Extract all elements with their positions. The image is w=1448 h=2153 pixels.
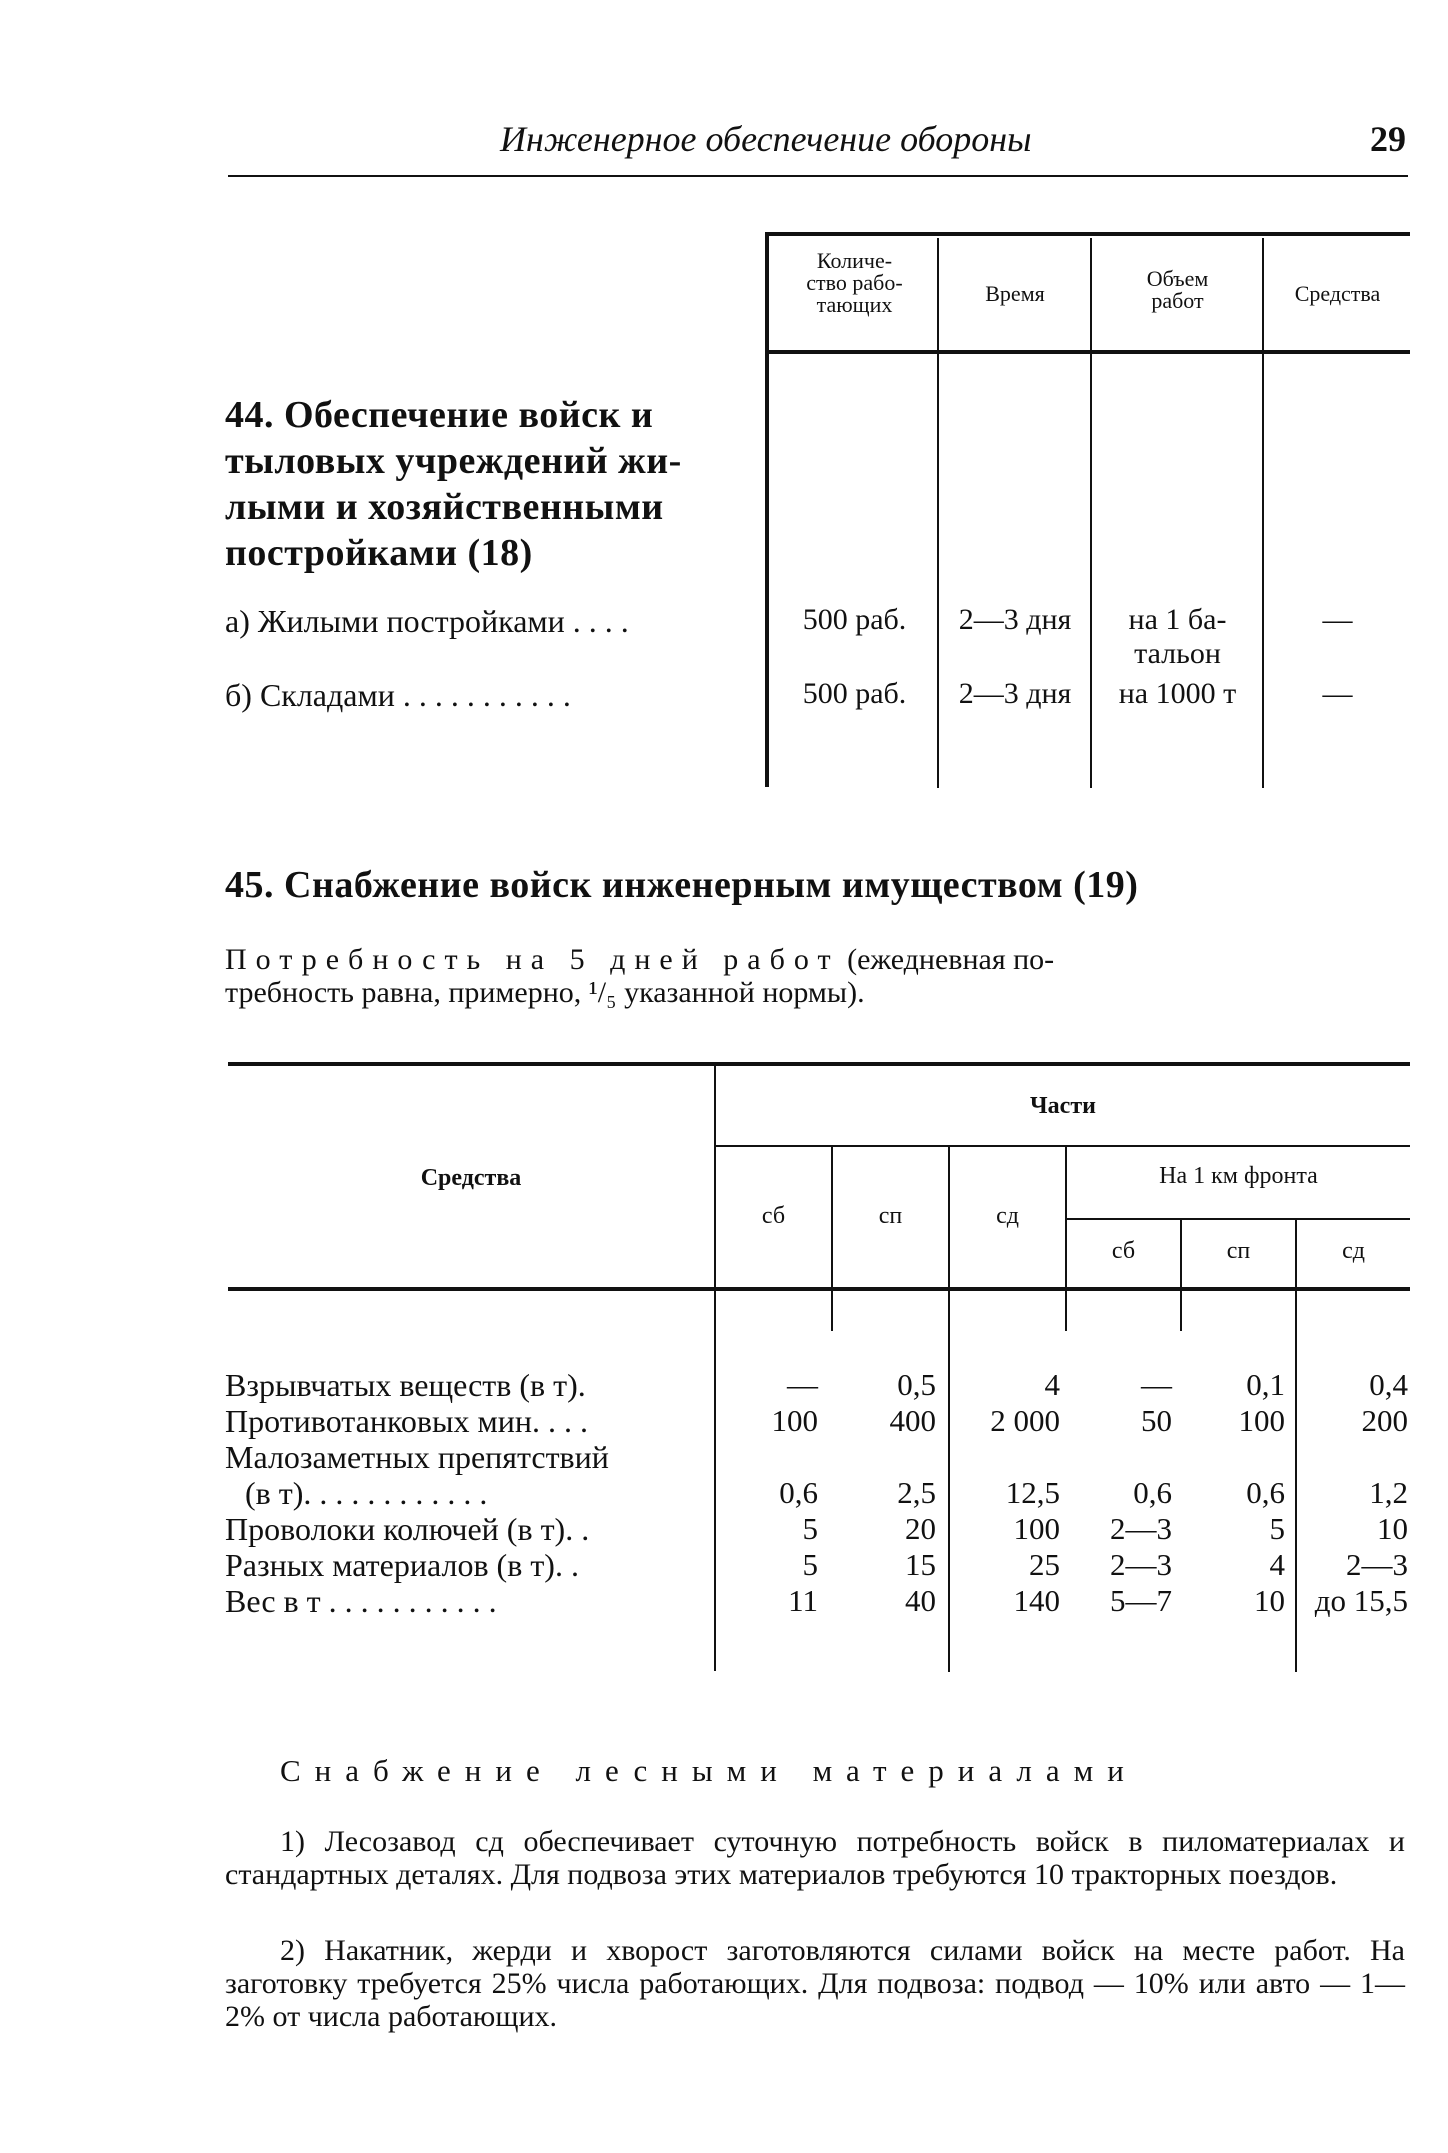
table-cell: 100 <box>1238 1403 1285 1438</box>
table-cell: 100 <box>1013 1511 1060 1546</box>
table-cell: 5 <box>1269 1511 1285 1546</box>
table-cell: 0,1 <box>1246 1367 1285 1402</box>
table-cell: 1,2 <box>1369 1475 1408 1510</box>
table-cell: — <box>1322 603 1353 636</box>
section-45-intro: Потребность на 5 дней работ (ежедневная по- требность равна, примерно, ¹/₅ указанной нормы). <box>225 943 1055 1009</box>
table-cell: до 15,5 <box>1314 1583 1408 1618</box>
forest-section-title: Снабжение лесными материалами <box>280 1753 1138 1788</box>
section-44-title: 44. Обеспечение войск и тыловых учреждений жи- лыми и хозяйственными постройками (18) <box>225 394 682 574</box>
table-cell: 4 <box>1269 1547 1285 1582</box>
table-cell: 2—3 дня <box>958 677 1072 710</box>
table-cell: 40 <box>905 1583 936 1618</box>
section-45-title: 45. Снабжение войск инженерным имуществом (19) <box>225 864 1139 906</box>
table-cell: 5 <box>802 1547 818 1582</box>
col-header-km-sb: сб <box>1111 1238 1136 1264</box>
table-cell: 2 000 <box>990 1403 1060 1438</box>
col-header-parts: Части <box>1030 1093 1096 1119</box>
table-cell: 2—3 <box>1110 1547 1172 1582</box>
table-row-label: (в т). . . . . . . . . . . . <box>245 1475 488 1511</box>
table-cell: 12,5 <box>1005 1475 1060 1510</box>
col-header-sd: сд <box>996 1203 1019 1229</box>
table-cell: 2—3 <box>1110 1511 1172 1546</box>
col-header-sb: сб <box>761 1203 786 1229</box>
table-cell: 4 <box>1044 1367 1060 1402</box>
header-rule <box>228 175 1408 177</box>
table-cell: — <box>1322 677 1353 710</box>
col-header-means: Средства <box>420 1165 522 1191</box>
table-cell: — <box>1141 1367 1172 1402</box>
col-header-km-sp: сп <box>1226 1238 1251 1264</box>
table-cell: 2—3 <box>1346 1547 1408 1582</box>
table-cell: 500 раб. <box>802 603 907 636</box>
table-row-label: Взрывчатых веществ (в т). <box>225 1367 586 1403</box>
table-cell: 25 <box>1029 1547 1060 1582</box>
table-cell: 140 <box>1013 1583 1060 1618</box>
page-number: 29 <box>1370 119 1406 159</box>
table-cell: 2,5 <box>897 1475 936 1510</box>
table-cell: 20 <box>905 1511 936 1546</box>
table-cell: 10 <box>1254 1583 1285 1618</box>
col-header-time: Время <box>985 281 1045 306</box>
col-header-volume: Объем работ <box>1146 266 1209 313</box>
table-row-label: Разных материалов (в т). . <box>225 1547 579 1583</box>
table-cell: 0,5 <box>897 1367 936 1402</box>
table-row-label: Малозаметных препятствий <box>225 1439 609 1475</box>
table-cell: 0,6 <box>1246 1475 1285 1510</box>
table-row: б) Складами . . . . . . . . . . . <box>225 677 571 713</box>
table-cell: 10 <box>1377 1511 1408 1546</box>
table-cell: 5—7 <box>1110 1583 1172 1618</box>
table-cell: 400 <box>889 1403 936 1438</box>
table-cell: 0,6 <box>779 1475 818 1510</box>
col-header-km-sd: сд <box>1342 1238 1365 1264</box>
forest-paragraph-2: 2) Накатник, жерди и хворост заготовляются силами войск на месте работ. На заготовку требуется 25% числа работающих. Для подвоза: подвод — 10% или авто — 1—2% от числа работающих. <box>225 1934 1405 2033</box>
table-cell: 15 <box>905 1547 936 1582</box>
table-cell: 50 <box>1141 1403 1172 1438</box>
col-header-workers: Количе- ство рабо- тающих <box>806 248 903 317</box>
table-cell: 200 <box>1361 1403 1408 1438</box>
table-cell: на 1000 т <box>1118 677 1237 710</box>
col-header-sp: сп <box>878 1203 903 1229</box>
col-header-means: Средства <box>1294 281 1381 306</box>
table-cell: на 1 ба- тальон <box>1128 603 1227 670</box>
table-row-label: Вес в т . . . . . . . . . . . <box>225 1583 497 1619</box>
table-row: а) Жилыми постройками . . . . <box>225 603 629 639</box>
table-cell: — <box>787 1367 818 1402</box>
table-cell: 0,6 <box>1133 1475 1172 1510</box>
table-cell: 100 <box>771 1403 818 1438</box>
table-cell: 500 раб. <box>802 677 907 710</box>
table-row-label: Противотанковых мин. . . . <box>225 1403 588 1439</box>
table-cell: 0,4 <box>1369 1367 1408 1402</box>
table-row-label: Проволоки колючей (в т). . <box>225 1511 590 1547</box>
table-cell: 11 <box>788 1583 818 1618</box>
forest-paragraph-1: 1) Лесозавод сд обеспечивает суточную потребность войск в пиломатериалах и стандартных деталях. Для подвоза этих материалов требуются 10 тракторных поездов. <box>225 1825 1405 1891</box>
table-cell: 2—3 дня <box>958 603 1072 636</box>
running-header-title: Инженерное обеспечение обороны <box>500 119 1032 159</box>
col-header-per-km: На 1 км фронта <box>1159 1163 1318 1189</box>
table-cell: 5 <box>802 1511 818 1546</box>
